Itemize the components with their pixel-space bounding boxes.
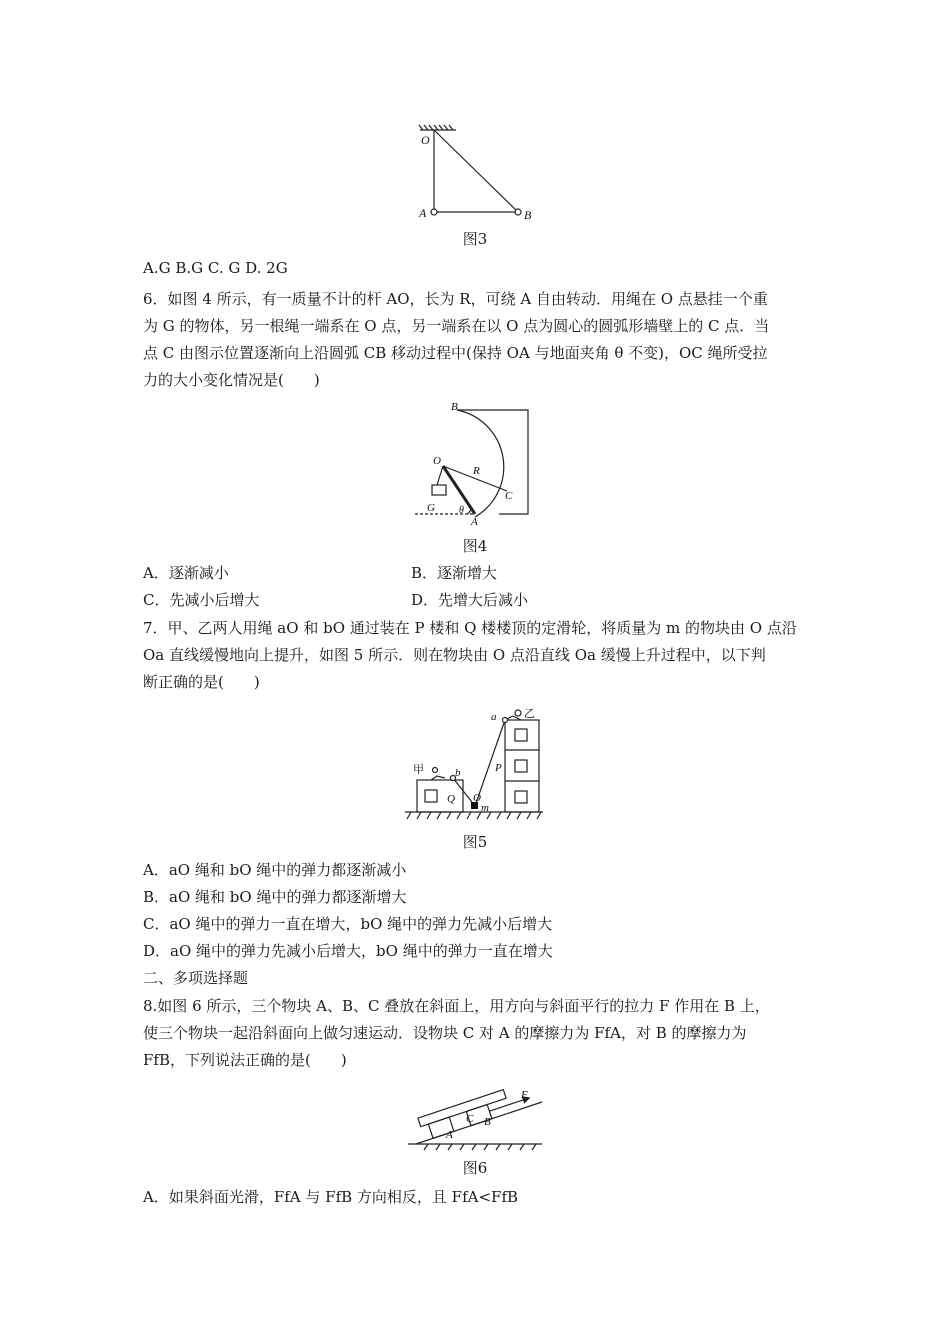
q5-options: A.G B.G C. G D. 2G [143, 259, 288, 277]
label-g: G [427, 502, 435, 514]
q8-line-2: 使三个物块一起沿斜面向上做匀速运动．设物块 C 对 A 的摩擦力为 FfA，对 B 的摩擦力为 [143, 1024, 747, 1042]
q6-option-c: C．先减小后增大 [143, 591, 260, 609]
figure-6-caption: 图6 [462, 1159, 488, 1177]
label-b: b [455, 767, 461, 779]
q7-line-1: 7．甲、乙两人用绳 aO 和 bO 通过装在 P 楼和 Q 楼楼顶的定滑轮，将质量为 m 的物块由 O 点沿 [143, 619, 797, 637]
figure-5-caption: 图5 [462, 833, 488, 851]
label-jia: 甲 [413, 764, 424, 776]
q7-line-3: 断正确的是( ) [143, 673, 260, 691]
q6-line-4: 力的大小变化情况是( ) [143, 371, 320, 389]
label-b: B [524, 208, 532, 222]
label-yi: 乙 [524, 708, 535, 720]
q7-option-c: C．aO 绳中的弹力一直在增大，bO 绳中的弹力先减小后增大 [143, 915, 553, 933]
label-q: Q [447, 793, 455, 805]
q8-line-1: 8.如图 6 所示，三个物块 A、B、C 叠放在斜面上，用方向与斜面平行的拉力 F 作用在 B 上， [143, 997, 770, 1015]
q7-option-a: A．aO 绳和 bO 绳中的弹力都逐渐减小 [143, 861, 407, 879]
section-heading: 二、多项选择题 [143, 969, 249, 987]
q6-option-b: B．逐渐增大 [411, 564, 498, 582]
label-f: F [521, 1089, 528, 1101]
figure-3 [410, 124, 540, 224]
label-p: P [495, 762, 502, 774]
q6-line-1: 6．如图 4 所示，有一质量不计的杆 AO，长为 R，可绕 A 自由转动．用绳在 O 点悬挂一个重 [143, 290, 768, 308]
label-a: a [491, 711, 497, 723]
label-c: C [505, 490, 513, 502]
figure-6 [408, 1080, 548, 1152]
figure-5 [405, 700, 545, 825]
label-b: B [451, 401, 458, 413]
label-r: R [473, 465, 480, 477]
label-o: O [421, 133, 430, 147]
label-a: A [446, 1129, 453, 1141]
label-c: C [466, 1113, 474, 1125]
figure-4 [415, 398, 535, 528]
q6-option-d: D．先增大后减小 [411, 591, 529, 609]
q7-option-b: B．aO 绳和 bO 绳中的弹力都逐渐增大 [143, 888, 407, 906]
label-b: B [484, 1116, 491, 1128]
q7-line-2: Oa 直线缓慢地向上提升，如图 5 所示．则在物块由 O 点沿直线 Oa 缓慢上升过程中，以下判 [143, 646, 766, 664]
figure-3-caption: 图3 [462, 230, 488, 248]
label-a: A [419, 206, 427, 220]
label-m: m [481, 802, 489, 814]
q7-option-d: D．aO 绳中的弹力先减小后增大，bO 绳中的弹力一直在增大 [143, 942, 553, 960]
label-a: A [471, 516, 478, 528]
figure-4-caption: 图4 [462, 537, 488, 555]
q6-line-3: 点 C 由图示位置逐渐向上沿圆弧 CB 移动过程中(保持 OA 与地面夹角 θ 不变)，OC 绳所受拉 [143, 344, 768, 362]
label-theta: θ [459, 505, 464, 516]
q6-line-2: 为 G 的物体，另一根绳一端系在 O 点，另一端系在以 O 点为圆心的圆弧形墙壁上的 C 点．当 [143, 317, 770, 335]
label-o: O [473, 792, 481, 804]
q8-line-3: FfB，下列说法正确的是( ) [143, 1051, 347, 1069]
label-o: O [433, 455, 441, 467]
q8-option-a: A．如果斜面光滑，FfA 与 FfB 方向相反，且 FfA<FfB [143, 1188, 519, 1206]
q6-option-a: A．逐渐减小 [143, 564, 229, 582]
